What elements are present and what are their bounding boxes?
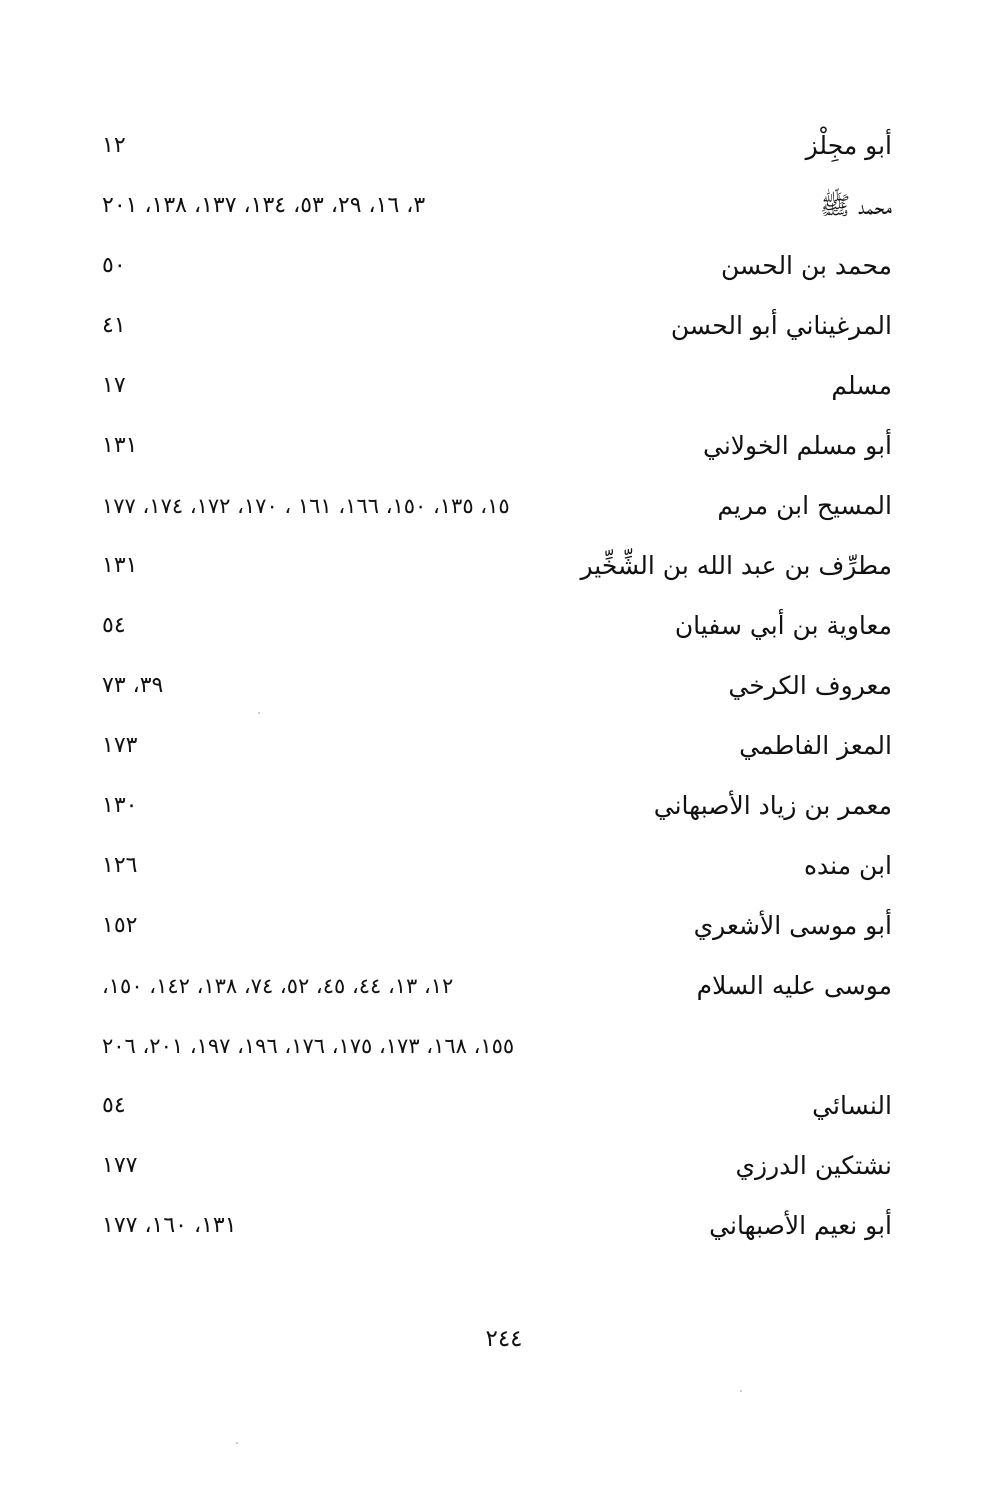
entry-name: المرغيناني أبو الحسن — [670, 311, 892, 340]
entry-pages: ٥٤ — [102, 1093, 126, 1118]
entry-pages: ١٧٧ — [102, 1153, 138, 1178]
entry-name: معاوية بن أبي سفيان — [674, 611, 892, 640]
index-entry — [96, 838, 892, 898]
page-number: ٢٤٤ — [485, 1326, 523, 1352]
index-entry — [96, 1078, 892, 1138]
entry-name: محمد ﷺ — [820, 191, 892, 220]
index-entry — [96, 898, 892, 958]
index-entry — [96, 598, 892, 658]
index-entry — [96, 658, 892, 718]
entry-pages: ١٢ — [102, 133, 126, 158]
index-entry — [96, 178, 892, 238]
index-entry — [96, 478, 892, 538]
name-index-list — [96, 118, 892, 1258]
entry-name: معروف الكرخي — [728, 671, 892, 700]
index-entry — [96, 118, 892, 178]
entry-pages: ١٧٣ — [102, 733, 138, 758]
scan-speck — [258, 712, 260, 714]
entry-pages: ١٢٦ — [102, 853, 138, 878]
entry-pages: ١٥، ١٣٥، ١٥٠، ١٦٦، ١٦١ ، ١٧٠، ١٧٢، ١٧٤، ١٧٧ — [102, 494, 510, 518]
index-entry-continuation — [96, 1018, 892, 1078]
entry-name: معمر بن زياد الأصبهاني — [653, 791, 892, 820]
entry-pages: ١٣١ — [102, 433, 138, 458]
entry-name: أبو مسلم الخولاني — [703, 431, 892, 460]
entry-pages: ١٥٥، ١٦٨، ١٧٣، ١٧٥، ١٧٦، ١٩٦، ١٩٧، ٢٠١، ٢٠٦ — [102, 1034, 515, 1058]
scan-speck — [740, 1390, 742, 1392]
entry-pages: ١٧ — [102, 373, 126, 398]
entry-name: أبو موسى الأشعري — [693, 911, 892, 940]
index-entry — [96, 298, 892, 358]
entry-name: مسلم — [831, 371, 892, 400]
entry-pages: ١٥٢ — [102, 913, 138, 938]
scan-speck — [236, 1442, 238, 1444]
entry-pages: ١٣٠ — [102, 793, 138, 818]
index-entry — [96, 418, 892, 478]
index-entry — [96, 1138, 892, 1198]
entry-name: نشتكين الدرزي — [735, 1151, 892, 1180]
entry-pages: ١٢، ١٣، ٤٤، ٤٥، ٥٢، ٧٤، ١٣٨، ١٤٢، ١٥٠، — [102, 974, 454, 998]
index-entry — [96, 958, 892, 1018]
entry-pages: ١٣١، ١٦٠، ١٧٧ — [102, 1213, 237, 1238]
entry-name: مطرِّف بن عبد الله بن الشِّخِّير — [580, 551, 892, 580]
entry-pages: ٣٩، ٧٣ — [102, 673, 164, 698]
entry-pages: ٥٤ — [102, 613, 126, 638]
entry-pages: ٥٠ — [102, 253, 126, 278]
entry-name: موسى عليه السلام — [696, 971, 892, 1000]
entry-name: أبو نعيم الأصبهاني — [709, 1211, 892, 1240]
index-entry — [96, 718, 892, 778]
entry-pages: ١٣١ — [102, 553, 138, 578]
index-entry — [96, 538, 892, 598]
index-entry — [96, 1198, 892, 1258]
entry-name: ابن منده — [803, 851, 892, 880]
index-entry — [96, 238, 892, 298]
index-entry — [96, 778, 892, 838]
entry-name: المعز الفاطمي — [739, 731, 892, 760]
entry-pages: ٤١ — [102, 313, 126, 338]
entry-name: محمد بن الحسن — [720, 251, 892, 280]
entry-name: المسيح ابن مريم — [717, 491, 892, 520]
entry-name: النسائي — [812, 1091, 892, 1120]
entry-name: أبو مجِلْز — [805, 131, 892, 160]
entry-pages: ٣، ١٦، ٢٩، ٥٣، ١٣٤، ١٣٧، ١٣٨، ٢٠١ — [102, 193, 426, 218]
index-entry — [96, 358, 892, 418]
